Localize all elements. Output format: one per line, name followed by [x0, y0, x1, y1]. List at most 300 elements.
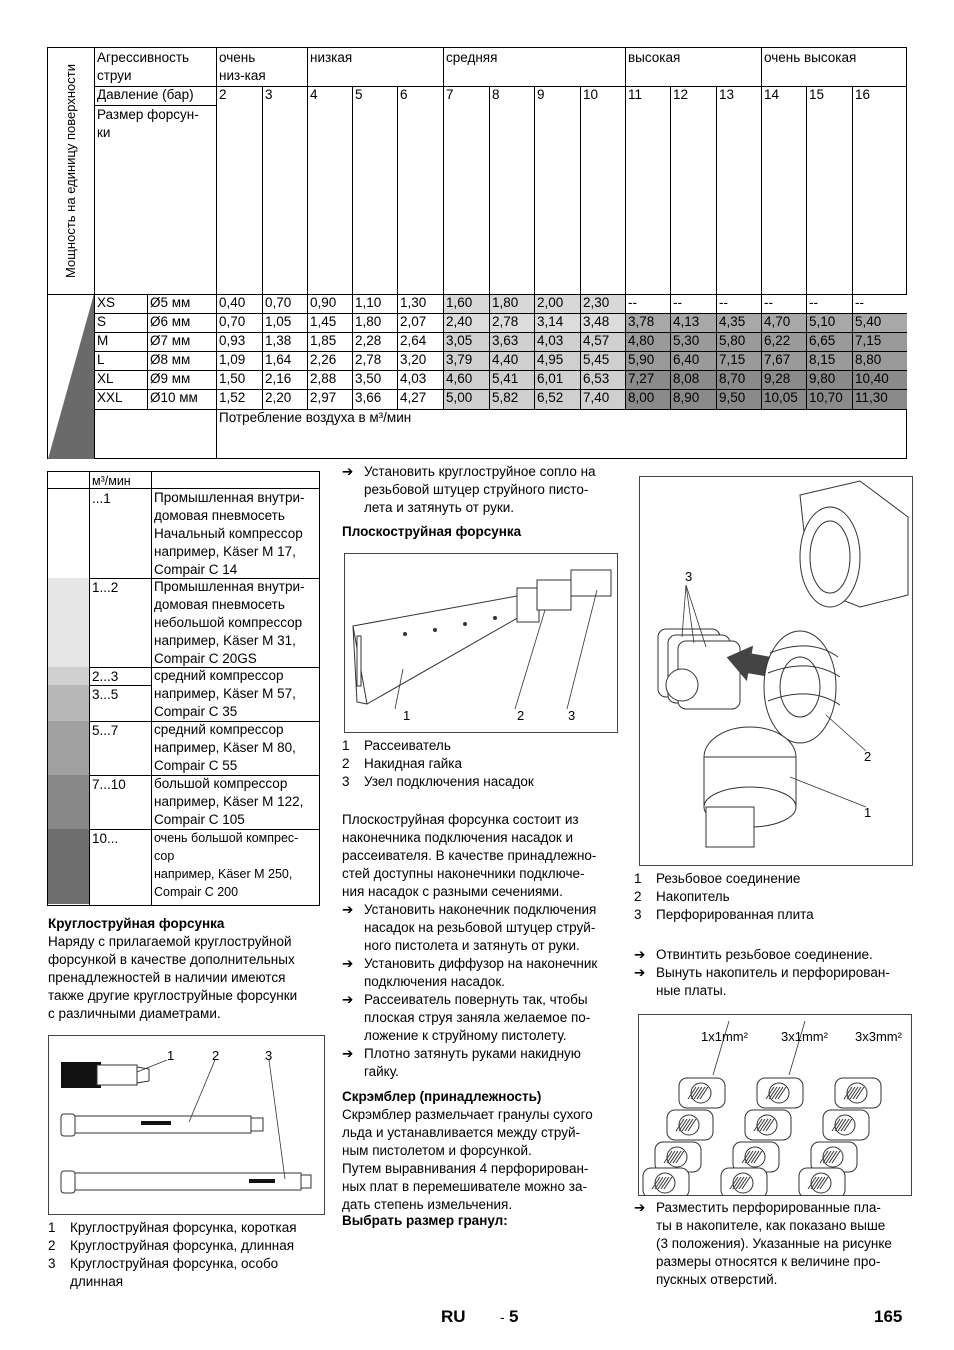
arrow-icon: ➔: [634, 965, 646, 980]
legend-item: [634, 870, 914, 888]
perforated-plate: [667, 1110, 713, 1140]
pressure-cell: 3,78: [625, 313, 670, 332]
legend-item: [48, 1255, 328, 1291]
pressure-cell: 1,38: [262, 332, 307, 351]
pressure-cell: 0,93: [216, 332, 262, 351]
pressure-cell: 1,50: [216, 370, 262, 389]
plate-label: 1x1mm²: [701, 1029, 748, 1044]
pressure-cell: 5,10: [806, 313, 852, 332]
pressure-cell: 5,41: [489, 370, 534, 389]
nozzle-diameter: Ø5 мм: [150, 295, 191, 310]
grid-line: [534, 86, 535, 409]
legend-text: Круглоструйная форсунка, длинная: [70, 1238, 295, 1253]
text-line: размеры относятся к величине про-: [656, 1254, 881, 1269]
pressure-cell: 11,30: [852, 389, 907, 409]
pressure-cell: 1,80: [489, 294, 534, 313]
pressure-cell: 6,53: [580, 370, 625, 389]
grid-line: [806, 86, 807, 409]
install-round-nozzle-step: [342, 463, 622, 517]
legend-item: [342, 737, 622, 755]
footer-language: RU: [441, 1307, 466, 1326]
pressure-cell: 7,27: [625, 370, 670, 389]
nozzle-table: [47, 47, 907, 459]
plates-position-drawing: [639, 1015, 911, 1195]
description-line: средний компрессор: [154, 668, 284, 683]
grid-line: [94, 48, 95, 459]
compressor-description: [154, 721, 317, 775]
pressure-cell: 8,70: [716, 370, 761, 389]
pressure-cell: 1,45: [307, 313, 352, 332]
short-nozzle: [61, 1062, 101, 1088]
accumulator: [764, 631, 840, 743]
text-line: подключения насадок.: [364, 974, 506, 989]
aggressiveness-group: низкая: [310, 50, 353, 65]
pressure-cell: 2,30: [580, 294, 625, 313]
description-line: очень большой компрес-: [154, 831, 299, 845]
pressure-cell: 4,70: [761, 313, 806, 332]
pressure-value: 4: [310, 87, 318, 102]
text-line: Наряду с прилагаемой круглоструйной: [48, 934, 292, 949]
grid-line: [216, 48, 217, 459]
pressure-cell: 1,09: [216, 351, 262, 370]
flow-shade: [48, 685, 89, 721]
flow-range: 7...10: [92, 777, 126, 792]
pressure-cell: 2,28: [352, 332, 397, 351]
pressure-value: 5: [355, 87, 363, 102]
nozzle-diameter: Ø7 мм: [150, 333, 191, 348]
pressure-cell: 2,20: [262, 389, 307, 409]
pressure-cell: 2,64: [397, 332, 443, 351]
text-line: насадок на резьбовой штуцер струй-: [364, 920, 596, 935]
legend-number: 3: [342, 774, 350, 789]
compressor-description: [154, 829, 317, 901]
scrambler-drawing: [640, 477, 912, 865]
fig-num: 2: [864, 749, 872, 764]
fig-num: 1: [864, 805, 872, 820]
flat-nozzle-figure: [344, 553, 618, 733]
flow-range: 1...2: [92, 580, 119, 595]
pressure-cell: 3,14: [534, 313, 580, 332]
footer-dash: -: [500, 1309, 505, 1325]
pressure-cell: 2,00: [534, 294, 580, 313]
perforated-plate: [799, 1168, 845, 1195]
pressure-cell: 4,27: [397, 389, 443, 409]
scrambler-figure: [639, 476, 913, 866]
description-line: небольшой компрессор: [154, 615, 303, 630]
perforated-plate: [823, 1110, 869, 1140]
size-label: Размер форсун-ки: [97, 107, 199, 140]
pressure-cell: 2,97: [307, 389, 352, 409]
description-line: например, Käser M 80,: [154, 740, 296, 755]
arrow-icon: ➔: [634, 947, 646, 962]
nozzle-diameter: Ø8 мм: [150, 352, 191, 367]
pressure-value: 10: [583, 87, 599, 102]
pressure-label: Давление (бар): [97, 87, 194, 102]
pressure-cell: 1,60: [443, 294, 489, 313]
arrow-icon: ➔: [342, 1046, 354, 1061]
fig-num: 2: [517, 708, 525, 723]
round-nozzles-figure: [48, 1035, 325, 1215]
legend-text: Узел подключения насадок: [364, 774, 534, 789]
pressure-value: 8: [492, 87, 500, 102]
nozzle-size: XL: [97, 371, 114, 386]
scrambler-paragraph: [342, 1106, 627, 1214]
pressure-cell: 9,28: [761, 370, 806, 389]
instruction-step: [342, 1045, 627, 1081]
perforated-plate: [835, 1078, 881, 1108]
fig-num: 3: [685, 569, 693, 584]
text-line: наконечника подключения насадок и: [342, 830, 574, 845]
pressure-cell: 2,78: [489, 313, 534, 332]
page-number: 165: [874, 1307, 903, 1326]
pressure-cell: 0,70: [216, 313, 262, 332]
pressure-cell: 9,50: [716, 389, 761, 409]
fig-num: 3: [265, 1048, 273, 1063]
nozzle-size: XXL: [97, 390, 123, 405]
description-line: сор: [154, 849, 175, 863]
fig-num: 3: [568, 708, 576, 723]
text-line: дать степень измельчения.: [342, 1197, 513, 1212]
grid-line: [443, 48, 444, 409]
flat-nozzle-legend: [342, 737, 622, 791]
legend-number: 1: [634, 871, 642, 886]
pressure-cell: 6,65: [806, 332, 852, 351]
perforated-plates: [658, 629, 740, 709]
text-line: ложение к струйному пистолету.: [364, 1028, 567, 1043]
grid-line: [94, 105, 216, 106]
compressor-description: [154, 685, 317, 721]
select-size-heading: Выбрать размер гранул:: [342, 1213, 508, 1228]
pressure-cell: 7,67: [761, 351, 806, 370]
perforated-plate: [757, 1078, 803, 1108]
instruction-step: [342, 991, 627, 1045]
flow-range: ...1: [92, 491, 111, 506]
fig-num: 2: [212, 1048, 220, 1063]
place-plates-step: [634, 1199, 914, 1289]
description-line: Compair C 105: [154, 812, 245, 827]
arrow-icon: ➔: [342, 464, 354, 479]
legend-text: Круглоструйная форсунка, короткая: [70, 1220, 297, 1235]
description-line: например, Käser M 31,: [154, 633, 296, 648]
plate-label: 3x1mm²: [781, 1029, 828, 1044]
nozzle-diameter: Ø9 мм: [150, 371, 191, 386]
pressure-cell: 4,03: [534, 332, 580, 351]
flow-shade: [48, 775, 89, 829]
pressure-cell: 5,82: [489, 389, 534, 409]
arrow-icon: ➔: [342, 992, 354, 1007]
pressure-value: 2: [219, 87, 227, 102]
text-line: лета и затянуть от руки.: [364, 500, 515, 515]
legend-number: 2: [634, 889, 642, 904]
pressure-cell: 10,40: [852, 370, 907, 389]
instruction-step: [342, 901, 627, 955]
pressure-cell: 7,15: [852, 332, 907, 351]
text-line: ния насадок с разными сечениями.: [342, 884, 563, 899]
pressure-cell: --: [852, 294, 907, 313]
description-line: средний компрессор: [154, 722, 284, 737]
pressure-cell: 1,64: [262, 351, 307, 370]
grid-line: [670, 86, 671, 409]
pressure-cell: 3,66: [352, 389, 397, 409]
round-nozzle-paragraph: [48, 933, 323, 1023]
arrow-icon: ➔: [342, 956, 354, 971]
grid-line: [716, 86, 717, 409]
legend-item: [342, 755, 622, 773]
aggressiveness-group: очень высокая: [764, 50, 857, 65]
text-line: Отвинтить резьбовое соединение.: [656, 947, 873, 962]
text-line: Установить круглоструйное сопло на: [364, 464, 596, 479]
grid-line: [397, 86, 398, 409]
perforated-plate: [745, 1110, 791, 1140]
legend-number: 1: [48, 1220, 56, 1235]
pressure-value: 14: [764, 87, 780, 102]
text-line: форсункой в качестве дополнительных: [48, 952, 295, 967]
grid-line: [307, 48, 308, 409]
power-gradient-wedge: [48, 294, 94, 459]
instruction-step: [634, 964, 914, 1000]
pressure-cell: --: [716, 294, 761, 313]
pressure-value: 16: [855, 87, 871, 102]
flow-header: м³/мин: [92, 474, 131, 488]
pressure-cell: 3,79: [443, 351, 489, 370]
legend-number: 2: [48, 1238, 56, 1253]
pressure-cell: 3,63: [489, 332, 534, 351]
legend-item: [48, 1219, 328, 1237]
flow-range: 5...7: [92, 723, 119, 738]
nozzle-diameter: Ø6 мм: [150, 314, 191, 329]
text-line: ные платы.: [656, 983, 727, 998]
pressure-cell: 8,80: [852, 351, 907, 370]
pressure-value: 11: [628, 87, 643, 102]
round-nozzle-heading: Круглоструйная форсунка: [48, 916, 225, 931]
compressor-description: [154, 667, 317, 685]
description-line: Начальный компрессор: [154, 526, 303, 541]
text-line: ного пистолета и затянуть от руки.: [364, 938, 580, 953]
aggressiveness-group: средняя: [446, 50, 498, 65]
pressure-value: 7: [446, 87, 454, 102]
grid-line: [489, 86, 490, 409]
arrow-icon: ➔: [342, 902, 354, 917]
text-line: стей доступны наконечники подключе-: [342, 866, 585, 881]
text-line: ты в накопителе, как показано выше: [656, 1218, 886, 1233]
pressure-value: 3: [265, 87, 273, 102]
union-nut: [517, 588, 539, 622]
description-line: Compair C 200: [154, 885, 239, 899]
flow-shade: [48, 578, 89, 667]
pressure-cell: 4,40: [489, 351, 534, 370]
legend-number: 3: [634, 907, 642, 922]
text-line: Плотно затянуть руками накидную: [364, 1046, 581, 1061]
grid-line: [147, 294, 148, 409]
pressure-cell: --: [806, 294, 852, 313]
text-line: Рассеиватель повернуть так, чтобы: [364, 992, 588, 1007]
pressure-cell: 1,10: [352, 294, 397, 313]
description-line: домовая пневмосеть: [154, 508, 285, 523]
compressor-description: [154, 578, 317, 668]
grid-line: [352, 86, 353, 409]
description-line: Промышленная внутри-: [154, 490, 305, 505]
pressure-cell: 3,50: [352, 370, 397, 389]
round-nozzles-drawing: [49, 1036, 324, 1214]
scrambler-legend: [634, 870, 914, 924]
pressure-cell: --: [761, 294, 806, 313]
nozzle-size: XS: [97, 295, 116, 310]
pressure-cell: 10,70: [806, 389, 852, 409]
nozzle-diameter: Ø10 мм: [150, 390, 198, 405]
legend-text: Круглоструйная форсунка, особо: [70, 1256, 279, 1271]
perforated-plate: [679, 1078, 725, 1108]
scrambler-steps: [634, 946, 914, 1000]
text-line: рассеивателя. В качестве принадлежно-: [342, 848, 597, 863]
text-line: ных плат в перемешивателе можно за-: [342, 1179, 587, 1194]
nozzle-size: S: [97, 314, 107, 329]
legend-item: [342, 773, 622, 791]
pressure-value: 13: [719, 87, 735, 102]
perforated-plate: [721, 1168, 767, 1195]
pressure-cell: 5,40: [852, 313, 907, 332]
air-consumption-label: Потребление воздуха в м³/мин: [219, 410, 412, 425]
instruction-step: [634, 946, 914, 964]
legend-number: 3: [48, 1256, 56, 1271]
pressure-cell: 5,90: [625, 351, 670, 370]
legend-text: Накопитель: [656, 889, 730, 904]
pressure-cell: 2,40: [443, 313, 489, 332]
legend-text: Накидная гайка: [364, 756, 462, 771]
text-line: также другие круглоструйные форсунки: [48, 988, 298, 1003]
pressure-cell: 4,13: [670, 313, 716, 332]
text-line: Путем выравнивания 4 перфорирован-: [342, 1161, 589, 1176]
legend-item: [634, 888, 914, 906]
pressure-cell: 0,70: [262, 294, 307, 313]
flow-range: 3...5: [92, 687, 119, 702]
description-line: Compair C 20GS: [154, 651, 257, 666]
flat-nozzle-paragraph: [342, 811, 627, 901]
instruction-step: [342, 463, 622, 517]
pressure-cell: 3,20: [397, 351, 443, 370]
nozzle-connector: [537, 580, 571, 610]
round-nozzle-legend: [48, 1219, 328, 1291]
plates-position-figure: [638, 1014, 912, 1196]
grid-line: [852, 86, 853, 409]
text-line: гайку.: [364, 1064, 399, 1079]
aggressiveness-group: высокая: [628, 50, 681, 65]
pressure-cell: --: [625, 294, 670, 313]
flow-shade: [48, 829, 89, 904]
legend-text: Рассеиватель: [364, 738, 451, 753]
text-line: Скрэмблер размельчает гранулы сухого: [342, 1107, 593, 1122]
perforated-plate: [643, 1168, 689, 1195]
nozzle-size: L: [97, 352, 105, 367]
description-line: Compair C 14: [154, 562, 238, 577]
pressure-cell: 7,40: [580, 389, 625, 409]
diffuser: [353, 596, 521, 704]
flow-shade: [48, 489, 89, 578]
pressure-cell: 6,01: [534, 370, 580, 389]
pressure-cell: 5,80: [716, 332, 761, 351]
flow-shade: [48, 721, 89, 775]
fig-num: 1: [167, 1048, 175, 1063]
instruction-step: [342, 955, 627, 991]
description-line: большой компрессор: [154, 776, 288, 791]
flat-nozzle-drawing: [345, 554, 617, 732]
compressor-table: [47, 471, 320, 906]
flow-range: 10...: [92, 831, 119, 846]
pressure-cell: 8,08: [670, 370, 716, 389]
flow-shade: [48, 667, 89, 685]
text-line: плоская струя заняла желаемое по-: [364, 1010, 591, 1025]
pressure-cell: 7,15: [716, 351, 761, 370]
pressure-cell: 1,05: [262, 313, 307, 332]
pressure-cell: 4,95: [534, 351, 580, 370]
aggressiveness-label: Агрессивность струи: [97, 50, 190, 83]
pressure-cell: 9,80: [806, 370, 852, 389]
pressure-cell: 4,57: [580, 332, 625, 351]
description-line: домовая пневмосеть: [154, 597, 285, 612]
pressure-value: 15: [809, 87, 825, 102]
pressure-cell: 2,78: [352, 351, 397, 370]
description-line: например, Käser M 57,: [154, 686, 296, 701]
pressure-cell: 1,30: [397, 294, 443, 313]
instruction-step: [634, 1199, 914, 1289]
pressure-cell: 8,00: [625, 389, 670, 409]
scrambler-heading: Скрэмблер (принадлежность): [342, 1089, 542, 1104]
grid-line: [89, 471, 90, 906]
legend-text: Перфорированная плита: [656, 907, 814, 922]
legend-item: [634, 906, 914, 924]
pressure-value: 9: [537, 87, 545, 102]
pressure-cell: 1,52: [216, 389, 262, 409]
pressure-cell: 4,35: [716, 313, 761, 332]
pressure-cell: 6,22: [761, 332, 806, 351]
text-line: льда и устанавливается между струй-: [342, 1125, 581, 1140]
pressure-cell: 3,48: [580, 313, 625, 332]
text-line: Разместить перфорированные пла-: [656, 1200, 881, 1215]
legend-text: длинная: [70, 1274, 124, 1289]
legend-number: 2: [342, 756, 350, 771]
text-line: резьбовой штуцер струйного писто-: [364, 482, 589, 497]
footer-local-page: 5: [509, 1307, 519, 1326]
pressure-cell: 2,88: [307, 370, 352, 389]
flat-nozzle-steps: [342, 901, 627, 1081]
description-line: например, Käser M 17,: [154, 544, 296, 559]
side-label: Мощность на единицу поверхности: [63, 64, 78, 278]
grid-line: [151, 471, 152, 906]
legend-text: Резьбовое соединение: [656, 871, 801, 886]
text-line: (3 положения). Указанные на рисунке: [656, 1236, 892, 1251]
nozzle-size: M: [97, 333, 109, 348]
text-line: пренадлежностей в наличии имеются: [48, 970, 286, 985]
pressure-cell: 3,05: [443, 332, 489, 351]
grid-line: [262, 86, 263, 409]
plate-label: 3x3mm²: [855, 1029, 902, 1044]
pressure-value: 6: [400, 87, 408, 102]
flat-nozzle-heading: Плоскоструйная форсунка: [342, 524, 522, 539]
compressor-description: [154, 775, 317, 829]
description-line: Промышленная внутри-: [154, 579, 305, 594]
pressure-cell: 6,52: [534, 389, 580, 409]
text-line: пускных отверстий.: [656, 1272, 778, 1287]
flow-range: 2...3: [92, 669, 119, 684]
pressure-cell: 10,05: [761, 389, 806, 409]
grid-line: [761, 48, 762, 409]
grid-line: [580, 86, 581, 409]
pressure-cell: --: [670, 294, 716, 313]
text-line: с различными диаметрами.: [48, 1006, 221, 1021]
pressure-cell: 6,40: [670, 351, 716, 370]
pressure-cell: 1,85: [307, 332, 352, 351]
compressor-description: [154, 489, 317, 579]
pressure-cell: 5,45: [580, 351, 625, 370]
